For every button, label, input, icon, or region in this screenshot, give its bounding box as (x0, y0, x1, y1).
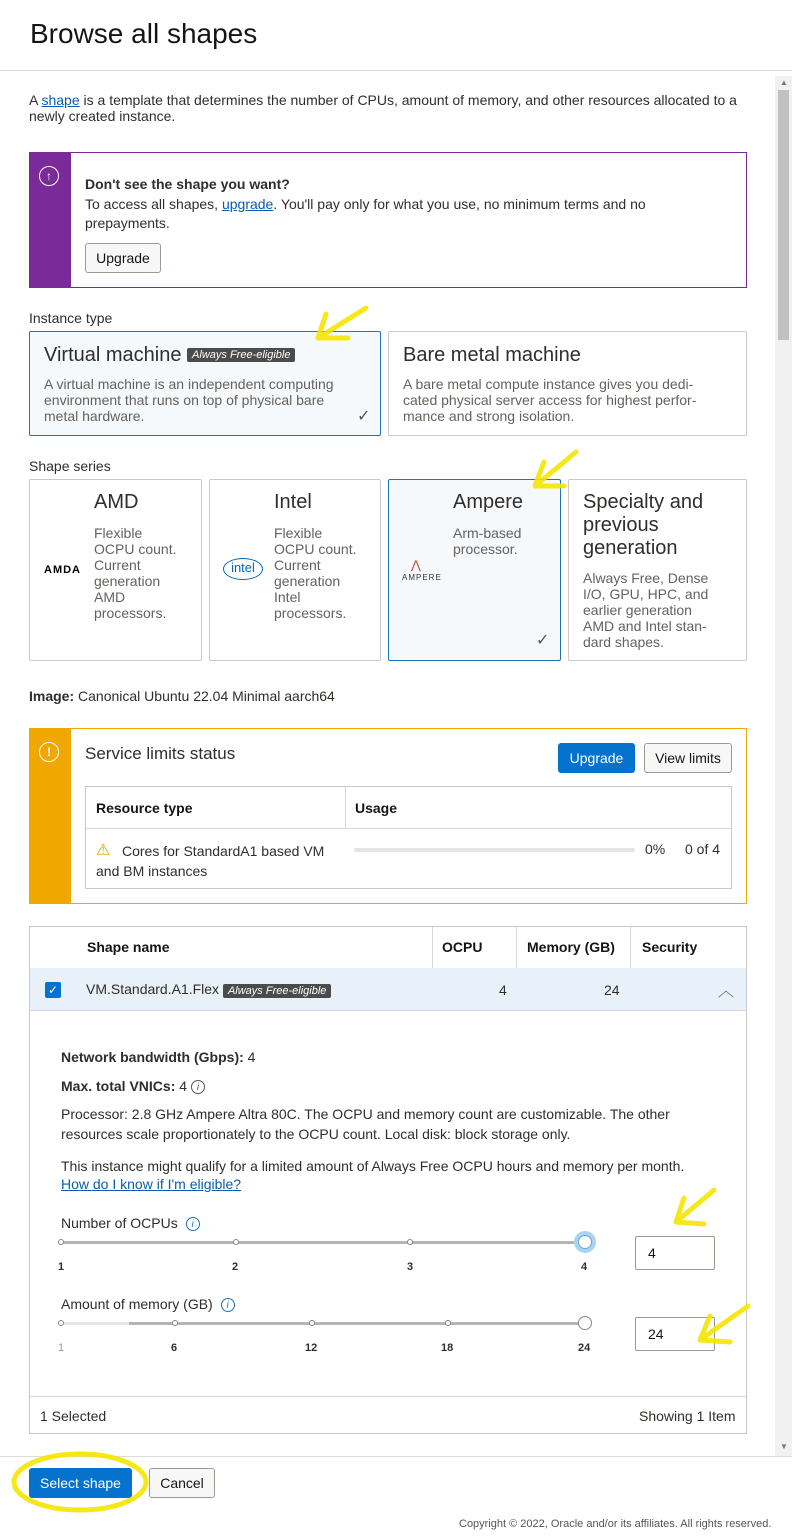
intro-prefix: A (29, 92, 42, 108)
shape-link[interactable]: shape (41, 92, 80, 108)
intro-suffix: is a template that determines the number of CPUs, amount of memory, and other resources allocated to a newly created instance. (29, 92, 737, 124)
shape-series-label: Shape series (29, 458, 111, 474)
always-free-badge: Always Free-eligible (223, 984, 331, 998)
col-security: Security (642, 939, 698, 955)
check-icon: ✓ (536, 632, 550, 649)
bm-desc: A bare metal compute instance gives you dedi-cated physical server access for highest perfor-mance and strong isolation. (403, 376, 697, 424)
memory-tick-label: 1 (58, 1342, 65, 1354)
info-icon[interactable]: i (186, 1217, 200, 1231)
processor-text: Processor: 2.8 GHz Ampere Altra 80C. The OCPU and memory count are customizable. The other resources scale proportionately to the OCPU count. Local disk: block storage only. (61, 1106, 670, 1142)
bandwidth-label: Network bandwidth (Gbps): (61, 1049, 244, 1065)
bm-title: Bare metal machine (403, 344, 581, 366)
eligibility-link[interactable]: How do I know if I'm eligible? (61, 1176, 242, 1192)
col-resource-type: Resource type (96, 800, 193, 816)
view-limits-button[interactable]: View limits (644, 743, 732, 773)
info-icon[interactable]: i (191, 1080, 205, 1094)
col-memory: Memory (GB) (527, 939, 615, 955)
scroll-up-icon[interactable]: ▲ (780, 78, 788, 87)
check-icon: ✓ (357, 408, 371, 425)
service-limits-title: Service limits status (85, 744, 236, 763)
arrow-annotation (318, 308, 366, 338)
instance-type-label: Instance type (29, 310, 113, 326)
vnics-value: 4 (179, 1078, 188, 1094)
specialty-desc: Always Free, Dense I/O, GPU, HPC, and earlier generation AMD and Intel stan-dard shapes. (583, 570, 709, 650)
upgrade-link[interactable]: upgrade (221, 196, 274, 212)
image-value: Canonical Ubuntu 22.04 Minimal aarch64 (78, 688, 335, 704)
memory-tick-label: 6 (171, 1342, 178, 1354)
ocpu-tick-label: 3 (407, 1261, 414, 1273)
amd-logo: AMDA (44, 564, 81, 576)
memory-label: Amount of memory (GB) (61, 1296, 213, 1312)
memory-cell: 24 (604, 982, 620, 998)
warning-triangle-icon: ⚠ (96, 842, 111, 859)
usage-count: 0 of 4 (685, 841, 721, 857)
info-icon[interactable]: i (221, 1298, 235, 1312)
ocpu-label: Number of OCPUs (61, 1215, 178, 1231)
arrow-annotation (700, 1306, 748, 1342)
ocpu-tick-label: 4 (581, 1261, 588, 1273)
vnics-label: Max. total VNICs: (61, 1078, 176, 1094)
amd-desc: Flexible OCPU count. Current generation AMD processors. (94, 525, 177, 621)
always-free-badge: Always Free-eligible (187, 348, 295, 362)
arrow-annotation (676, 1190, 714, 1224)
col-ocpu: OCPU (442, 939, 483, 955)
ocpu-tick-label: 1 (58, 1261, 65, 1273)
col-shape-name: Shape name (87, 939, 170, 955)
ampere-logo: AMPERE (402, 573, 442, 582)
scroll-down-icon[interactable]: ▼ (780, 1442, 788, 1451)
memory-tick-label: 24 (578, 1342, 591, 1354)
usage-percent: 0% (645, 841, 666, 857)
upgrade-text-prefix: To access all shapes, (85, 196, 222, 212)
service-upgrade-button[interactable]: Upgrade (558, 743, 635, 773)
shape-name: VM.Standard.A1.Flex (86, 981, 220, 997)
cancel-button[interactable]: Cancel (149, 1468, 215, 1498)
page-title: Browse all shapes (30, 18, 258, 49)
copyright: Copyright © 2022, Oracle and/or its affiliates. All rights reserved. (459, 1518, 772, 1530)
intel-logo: intel (223, 558, 263, 580)
ampere-logo-mark-icon: ⋀ (411, 558, 421, 572)
bandwidth-value: 4 (247, 1049, 256, 1065)
item-count: Showing 1 Item (639, 1408, 736, 1424)
vm-title-text: Virtual machine (44, 344, 182, 366)
image-label: Image: (29, 688, 75, 704)
free-note: This instance might qualify for a limited amount of Always Free OCPU hours and memory per month. (61, 1158, 685, 1174)
row-checkbox[interactable]: ✓ (45, 982, 61, 998)
ocpu-cell: 4 (499, 982, 507, 998)
ampere-desc: Arm-based processor. (453, 525, 522, 557)
intel-desc: Flexible OCPU count. Current generation Intel processors. (274, 525, 357, 621)
vm-desc: A virtual machine is an independent computing environment that runs on top of physical bare metal hardware. (44, 376, 334, 424)
ampere-title: Ampere (453, 491, 524, 513)
upgrade-heading: Don't see the shape you want? (85, 176, 290, 192)
selected-count: 1 Selected (40, 1408, 107, 1424)
ocpu-tick-label: 2 (232, 1261, 239, 1273)
memory-tick-label: 12 (305, 1342, 318, 1354)
col-usage: Usage (355, 800, 398, 816)
memory-tick-label: 18 (441, 1342, 454, 1354)
arrow-up-circle-icon: ↑ (39, 166, 59, 186)
resource-name: Cores for StandardA1 based VM and BM instances (96, 843, 325, 879)
intel-title: Intel (274, 491, 312, 513)
upgrade-text-suffix: . You'll pay only for what you use, no minimum terms and no prepayments. (85, 196, 646, 231)
chevron-up-icon[interactable]: ︿ (718, 983, 735, 1000)
warning-circle-icon: ! (39, 742, 59, 762)
select-shape-button[interactable]: Select shape (29, 1468, 132, 1498)
upgrade-button[interactable]: Upgrade (85, 243, 161, 273)
specialty-title: Specialty and previous generation (583, 491, 704, 559)
amd-title: AMD (94, 491, 139, 513)
arrow-annotation (535, 452, 576, 486)
circle-annotation (14, 1454, 146, 1510)
